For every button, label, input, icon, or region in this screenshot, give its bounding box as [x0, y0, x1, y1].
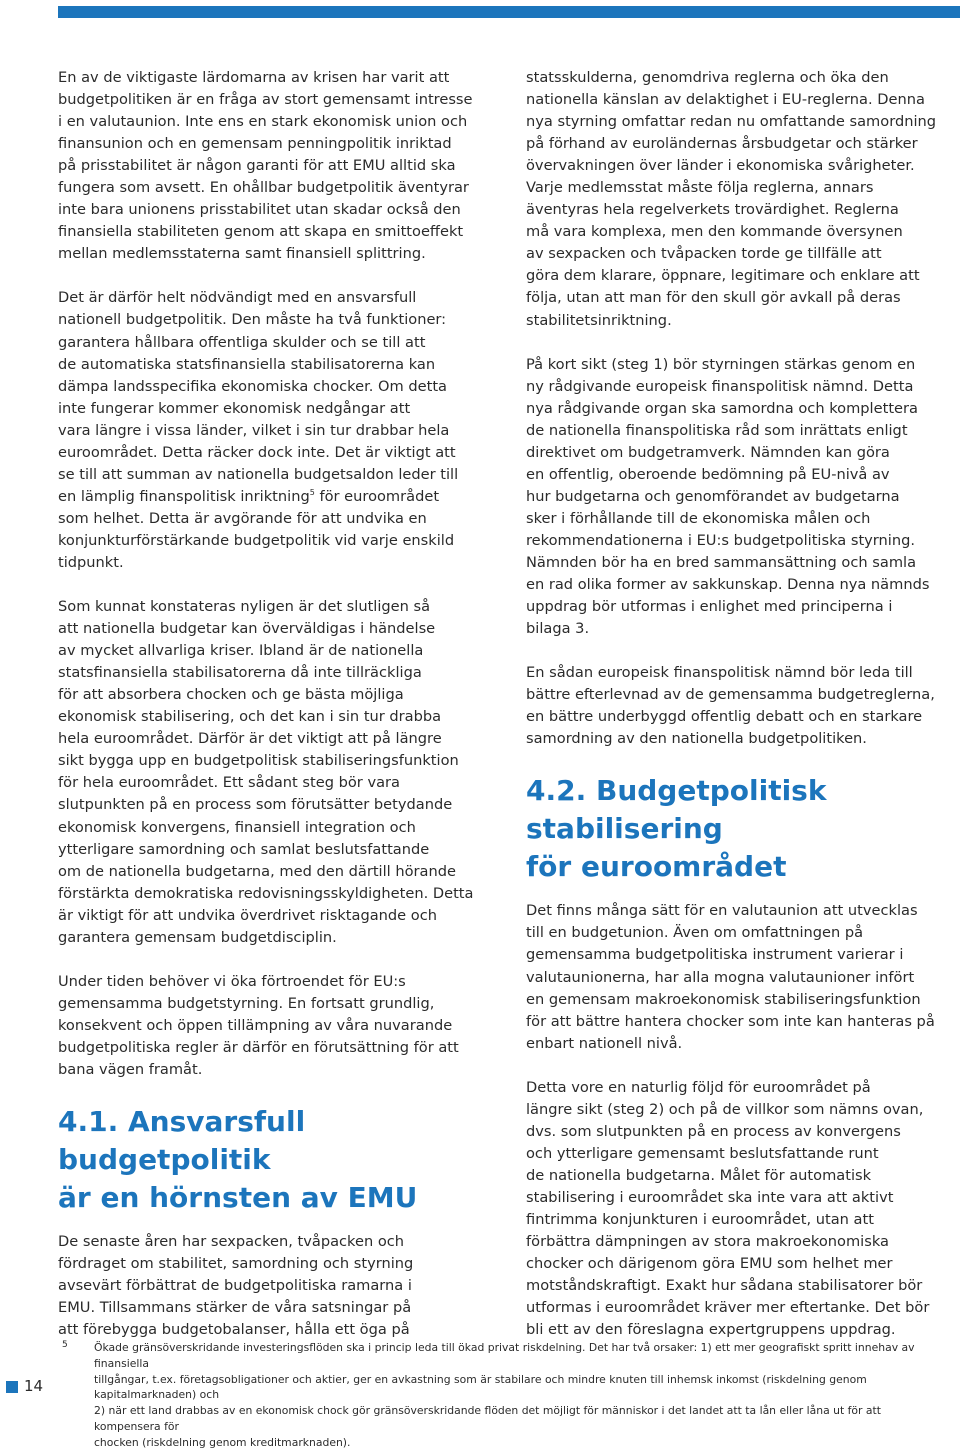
footnote-text: Ökade gränsöverskridande investeringsflöden ska i princip leda till ökad privat riskdelning. Det har två orsaker: 1) ett mer geografiskt spritt innehav av finansiella tillgångar, t.ex. företagsobligationer och aktier, ger en avkastning som är stabilare och mindre knuten till inhemsk inkomst (riskdelning genom kapitalmarknaden) och 2) när ett land drabbas av en ekonomisk chock gör gränsöverskridande flöden det möjligt för människor i det landet att ta lån eller låna ut för att kompensera för chocken (riskdelning genom kreditmarknaden). [94, 1341, 915, 1449]
left-column [58, 67, 483, 1363]
paragraph: statsskulderna, genomdriva reglerna och öka den nationella känslan av delaktighet i EU-reglerna. Denna nya styrning omfattar redan nu omfattande samordning på förhand av euroländernas årsbudgetar och stärker övervakningen över länder i ekonomiska svårigheter. Varje medlemsstat måste följa reglerna, annars äventyras hela regelverkets trovärdighet. Reglerna må vara komplexa, men den kommande översynen av sexpacken och tvåpacken torde ge tillfälle att göra dem klarare, öppnare, legitimare och enklare att följa, utan att man för den skull gör avkall på deras stabilitetsinriktning. [526, 69, 937, 329]
paragraph-text: Det är därför helt nödvändigt med en ansvarsfull nationell budgetpolitik. Den måste ha två funktioner: garantera hållbara offentliga skulder och se till att de automatiska statsfinansiella stabilisatorerna kan dämpa landsspecifika ekonomiska chocker. Om detta inte fungerar kommer ekonomisk nedgångar att vara längre i vissa länder, vilket i sin tur drabbar hela euroområdet. Detta räcker dock inte. Det är viktigt att se till att summan av nationella budgetsaldon leder till en lämplig finanspolitisk inriktning [58, 289, 459, 505]
paragraph: Som kunnat konstateras nyligen är det slutligen så att nationella budgetar kan överväldigas i händelse av mycket allvarliga kriser. Ibland är de nationella statsfinansiella stabilisatorerna då inte tillräckliga för att absorbera chocken och ge bästa möjliga ekonomisk stabilisering, och det kan i sin tur drabba hela euroområdet. Därför är det viktigt att på längre sikt bygga upp en budgetpolitisk stabiliseringsfunktion för hela euroområdet. Ett sådant steg bör vara slutpunkten på en process som förutsätter betydande ekonomisk konvergens, finansiell integration och ytterligare samordning och samlat beslutsfattande om de nationella budgetarna, med den därtill hörande förstärkta demokratiska redovisningsskyldigheten. Detta är viktigt för att undvika överdrivet risktagande och garantera gemensam budgetdisciplin. [58, 598, 474, 946]
section-heading-4-1: 4.1. Ansvarsfull budgetpolitik är en hörnsten av EMU [58, 1105, 418, 1215]
paragraph: På kort sikt (steg 1) bör styrningen stärkas genom en ny rådgivande europeisk finanspolitisk nämnd. Detta nya rådgivande organ ska samordna och komplettera de nationella finanspolitiska råd som inrättats enligt direktivet om budgetramverk. Nämnden kan göra en offentlig, oberoende bedömning på EU-nivå av hur budgetarna och genomförandet av budgetarna sker i förhållande till de ekonomiska målen och rekommendationerna i EU:s budgetpolitiska styrning. Nämnden bör ha en bred sammansättning och samla en rad olika former av sakkunskap. Denna nya nämnds uppdrag bör utformas i enlighet med principerna i bilaga 3. [526, 355, 930, 638]
footnote-reference[interactable]: 5 [309, 487, 315, 497]
paragraph: En av de viktigaste lärdomarna av krisen har varit att budgetpolitiken är en fråga av stort gemensamt intresse i en valutaunion. Inte ens en stark ekonomisk union och finansunion och en gemensam penningpolitik inriktad på prisstabilitet är någon garanti för att EMU alltid ska fungera som avsett. En ohållbar budgetpolitik äventyrar inte bara unionens prisstabilitet utan skadar också den finansiella stabiliteten genom att skapa en smittoeffekt mellan medlemsstaterna samt finansiell splittring. [58, 69, 473, 263]
header-accent-bar [58, 6, 960, 18]
page-marker-square [6, 1381, 18, 1393]
footnote-number: 5 [62, 1340, 68, 1350]
paragraph: En sådan europeisk finanspolitisk nämnd bör leda till bättre efterlevnad av de gemensamma budgetreglerna, en bättre underbyggd offentlig debatt och en starkare samordning av den nationella budgetpolitiken. [526, 664, 935, 748]
paragraph: Under tiden behöver vi öka förtroendet för EU:s gemensamma budgetstyrning. En fortsatt grundlig, konsekvent och öppen tillämpning av våra nuvarande budgetpolitiska regler är därför en förutsättning för att bana vägen framåt. [58, 972, 459, 1078]
paragraph: De senaste åren har sexpacken, tvåpacken och fördraget om stabilitet, samordning och styrning avsevärt förbättrat de budgetpolitiska ramarna i EMU. Tillsammans stärker de våra satsningar på att förebygga budgetobalanser, hålla ett öga på [58, 1233, 414, 1339]
paragraph-text: för euroområdet som helhet. Detta är avgörande för att undvika en konjunkturförstärkande budgetpolitik vid varje enskild tidpunkt. [58, 487, 455, 571]
paragraph: Detta vore en naturlig följd för euroområdet på längre sikt (steg 2) och på de villkor som nämns ovan, dvs. som slutpunkten på en process av konvergens och ytterligare gemensamt beslutsfattande runt de nationella budgetarna. Målet för automatisk stabilisering i euroområdet ska inte vara att aktivt fintrimma konjunkturen i euroområdet, utan att förbättra dämpningen av stora makroekonomiska chocker och därigenom göra EMU som helhet mer motståndskraftigt. Exakt hur sådana stabilisatorer bör utformas i euroområdet kräver mer eftertanke. Det bör bli ett av den föreslagna expertgruppens uppdrag. [526, 1078, 930, 1339]
section-heading-4-2: 4.2. Budgetpolitisk stabilisering för euroområdet [526, 774, 827, 884]
paragraph-with-footnote-ref [58, 287, 483, 574]
page-number: 14 [24, 1377, 44, 1395]
right-column [526, 67, 951, 1363]
paragraph: Det finns många sätt för en valutaunion att utvecklas till en budgetunion. Även om omfattningen på gemensamma budgetpolitiska instrument varierar i valutaunionerna, har alla mogna valutaunioner infört en gemensam makroekonomisk stabiliseringsfunktion för att bättre hantera chocker som inte kan hanteras på enbart nationell nivå. [526, 902, 935, 1052]
